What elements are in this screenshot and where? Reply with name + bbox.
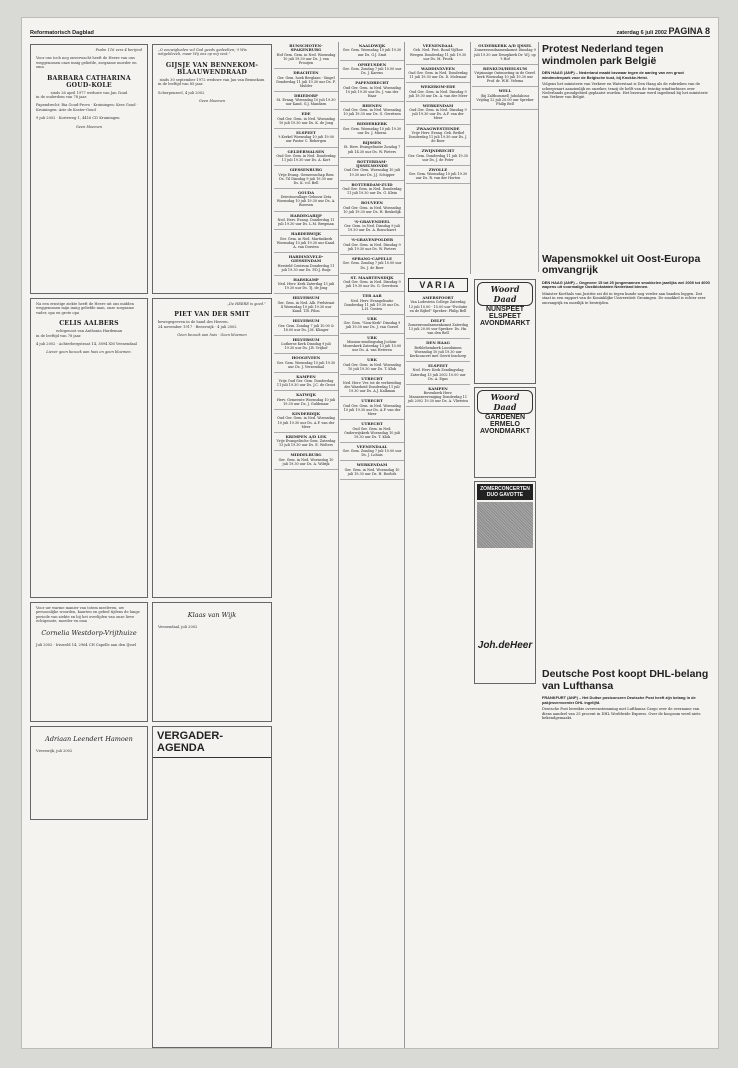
church-service-details: St. Herv. Evangelisatie Zondag 7 juli 14.30 uur Ds. W. Pieters: [343, 145, 401, 154]
joh-de-heer-logo: Joh.deHeer: [477, 640, 533, 651]
church-service-place: HARDINXVELD-GIESSENDAM: [288, 253, 324, 264]
church-service-details: Ned. Herv. Evang. Donderdag 11 juli 19.30 uur Ds. L.M. Bregman: [277, 217, 335, 227]
church-service-details: Zomeravondsamenkomst Dinsdag 9 juli 19.30 uur Deurpkerk Dr. W.J. op 't Hof: [474, 48, 536, 61]
ad-elspeet-title: ELSPEET: [489, 313, 521, 320]
church-service-entry: [274, 230, 338, 253]
church-service-entry: [340, 139, 404, 158]
church-service-place: ROTTERDAM-IJSSELMONDE: [356, 158, 388, 169]
notice-intro: Na een ernstige ziekte heeft de Heere uit ons midden weggenomen mijn innig geliefde man, onze zorgzame vader, opa en grote opa: [36, 302, 135, 315]
agenda-title: VERGADER-AGENDA: [153, 727, 271, 758]
church-service-entry: [340, 255, 404, 274]
church-service-details: Lutherse Kerk Dinsdag 9 juli 19.30 uur Ds. J.B. Vrijhof: [281, 342, 331, 351]
church-service-place: HILVERSUM: [292, 295, 320, 301]
article-2-body: Minister Korthals van Justitie zei dit in tegen kunde nog verder aan banden leggen. Dat staat in een rapport van de Koninklijke Universiteit Groningen. De smokkel is echter zeer omvangrijk en moeilijk te bestrijden.: [542, 292, 706, 305]
notice-dates: 24 november 1917 · Beesswijk · 4 juli 2002: [158, 324, 237, 329]
varia-item-entry: [406, 317, 470, 340]
notice-motto: Psalm 116 vers 4 berijmd: [95, 48, 142, 52]
church-service-place: WERKENDAM: [422, 102, 454, 108]
notice-family: Papendrecht: Ria Goud-Provo · Kruiningen: Kees Goud · Kruiningen: Arie de Koster-Goud: [36, 103, 138, 112]
ad-nunspeet: [474, 279, 536, 384]
article-2-title: Wapensmokkel uit Oost-Europa omvangrijk: [542, 252, 701, 277]
church-service-entry: [274, 166, 338, 189]
church-service-details: Ger. Gem. Woensdag 10 juli 19.30 uur Ds. G.J. Smit: [342, 48, 402, 57]
church-service-details: Ger. Gem. Woensdag 10 juli 19.30 uur Ds. J. Mieras: [342, 126, 402, 135]
church-service-details: Oud Ger. Gem. in Ned. Onderwijskerk Woensdag 10 juli 19.30 uur Ds. T. Klok: [344, 426, 400, 439]
church-service-place: ELSPEET: [296, 129, 316, 135]
church-service-place: OPHEUSDEN: [357, 61, 387, 67]
deceased-name: GIJSJE VAN BENNEKOM-BLAAUWENDRAAD: [165, 61, 259, 76]
church-service-place: HOOGEVEEN: [291, 355, 321, 361]
church-service-entry: [274, 391, 338, 410]
church-service-details: Ger. Gem. in Ned. Martinikerk Woensdag 10 juli 19.30 uur Kand. A. van Dorsten: [276, 236, 336, 249]
church-service-details: Ger. Gem. Zondag 7 juli 10.00 uur Ds. J. Lohuis: [342, 449, 402, 458]
church-service-details: Ned. Herv. Evangelisatie Donderdag 11 juli 19.30 uur Ds. L.H. Oosten: [344, 298, 400, 311]
notice-westdorp: [30, 602, 148, 722]
notice-van-wijk: [152, 602, 272, 722]
notice-closing: Geen bloemen: [198, 99, 226, 104]
church-service-place: 'S-GRAVENDEEL: [354, 218, 390, 224]
varia-item-place: ELSPEET: [428, 363, 448, 369]
church-service-entry: [274, 129, 338, 148]
article-3-title: Deutsche Post koopt DHL-belang van Lufthansa: [542, 668, 709, 692]
church-service-details: Oud Ger. Gem. in Ned. Woensdag 10 juli 19.30 uur Ds. K. de Jong: [277, 116, 335, 125]
church-column-2: [340, 42, 405, 1048]
article-2-lead: DEN HAAG (ANP) – Ongeveer 15 tot 25 jongemannen smokkelen jaarlijks wel 2000 tot 4000 wapens uit voormalige Oostblokstaten Nederland binnen.: [542, 279, 710, 290]
church-service-details: Vrije Evangelische Gem. Zaterdag 13 juli 19.30 uur Ds. E. Wolters: [276, 439, 336, 448]
article-1-body: Volgens het ministerie van Verkeer en Waterstaat is Den Haag als de rubrieken van de scheepvaart aanzienlijk en onzeker, tenzij de helft van de twintig windturbines over Nederlands grondgebied geplaatst worden. Het bezwaar werd ingediend bij het ministerie van Verkeer van België.: [542, 82, 708, 100]
church-service-details: Driestoorallage Gebouw Zeta Woensdag 10 juli 19.30 uur Ds. A. Boersen: [276, 195, 336, 208]
church-service-details: Oud Ger. Gem. in Ned. Donderdag 11 juli 19.30 uur Ds. G. Klein: [342, 187, 402, 196]
notice-place: Juli 2002 · Irisweld 14, 2964 CH Capelle aan den IJssel: [36, 642, 137, 647]
varia-item-entry: [406, 294, 470, 317]
church-service-details: Oud Ger. Gem. in Ned. Woensdag 10 juli 19.30 uur Ds. A.F. van der Meer: [343, 403, 401, 417]
church-service-place: WERKENDAM: [356, 462, 388, 468]
ad-avondmarkt-title: AVONDMARKT: [479, 320, 531, 327]
church-service-place: RHENEN: [362, 102, 382, 108]
varia-item-details: Bovenkerk Herv. Mannenvereniging Donderdag 11 juli 2002 19.30 uur Ds. A. Vlietstra: [408, 391, 468, 404]
church-service-details: Ned. Herv. Ver. tot de verbreiding der Waarheid Donderdag 11 juli 19.30 uur Ds. A.J. Kalkman: [342, 381, 402, 394]
varia-title: VARIA: [408, 278, 468, 292]
church-service-entry: [340, 443, 404, 462]
woord-daad-logo: Woord Daad: [477, 390, 533, 414]
notice-closing: Liever geen bezoek aan huis en geen bloemen.: [46, 350, 132, 355]
church-service-place: UTRECHT: [361, 421, 383, 427]
church-service-entry: [340, 292, 404, 315]
church-service-place: HARDERWIJK: [290, 231, 322, 237]
church-service-entry: [274, 148, 338, 167]
church-service-details: Ger. Gem. Zondag 7 juli 10.00 uur Ds. J. Karens: [342, 67, 402, 76]
church-service-details: Oud Ger. Gem. in Ned. Dinsdag 9 juli 19.30 uur Ds. W. Pieters: [343, 242, 401, 251]
church-service-details: Geh. Ned. Prot. Bond Vijfhoe Weegen Donderdag 11 juli 19.30 uur Ds. M. Proek: [409, 48, 467, 61]
church-service-details: St. Evang. Woensdag 10 juli 19.30 uur Kand. G.J. Mandarn: [276, 98, 336, 107]
ad-ermelo-title: ERMELO: [490, 421, 520, 428]
church-service-details: Vrijzinnige Ontmoeting in de Geref. kerk Woensdag 10 juli 19.30 uur Prof. dr. W.H. Velema: [474, 71, 536, 84]
varia-item-place: AMERSFOORT: [422, 295, 454, 300]
church-service-place: MIDDELBURG: [290, 452, 322, 458]
church-service-entry: [340, 315, 404, 334]
church-service-place: ROUVEEN: [361, 200, 383, 206]
church-service-entry: [406, 65, 470, 84]
church-service-details: 't Kerkel Woensdag 10 juli 19.00 uur Pastor C. Rebergen: [278, 135, 334, 144]
article-1-lead: DEN HAAG (ANP) – Nederland maakt bezwaar tegen de aanleg van een groot windmolenpark voor de Belgische kust, bij Knokke-Heist.: [542, 70, 684, 80]
church-service-place: GELDERMALSEN: [287, 148, 325, 154]
church-service-entry: [340, 181, 404, 200]
church-service-place: ZWIJNDRECHT: [421, 148, 455, 154]
varia-item-details: Ned. Herv. Kerk Zendingsdag Zaterdag 13 juli 2002 10.00 uur Ds. A. Egas: [410, 368, 466, 381]
church-service-entry: [340, 42, 404, 61]
church-service-entry: [472, 87, 538, 110]
deceased-name: Adriaan Leendert Hamoen: [45, 735, 133, 743]
church-service-place: RIJSSEN: [362, 140, 382, 146]
church-service-place: ST. MAARTENSDIJK: [350, 274, 394, 280]
church-service-details: Ger. Gem. "Sion-Kerk" Dinsdag 9 juli 19.30 uur Ds. J. van Gorsel: [343, 321, 401, 330]
notice-since: sinds 26 april 1977 weduwe van Jan Goud: [50, 90, 128, 95]
vergader-agenda: [152, 726, 272, 1048]
church-service-place: NAALDWIJK: [358, 43, 386, 48]
church-service-place: HARDEGARIJP: [290, 212, 322, 218]
church-service-place: PAPENDRECHT: [355, 80, 389, 86]
church-column-3: [406, 42, 471, 274]
church-service-entry: [406, 102, 470, 125]
church-service-place: DRIEDORP: [294, 92, 318, 98]
article-3-body: Deutsche Post bereikte overeenstemming met Lufthansa Cargo over de overname van diens aandeel van 25 procent in DHL Worldwide Express. Over de koopsom werd niets bekendgemaakt.: [542, 707, 701, 721]
deceased-name: BARBARA CATHARINA GOUD-KOLE: [47, 74, 131, 89]
varia-item-place: DEN HAAG: [426, 340, 450, 346]
notice-closing: Geen bezoek aan huis · Geen bloemen: [177, 333, 247, 338]
notice-since: echtgenoot van Anthonia Hardeman: [55, 329, 123, 334]
church-service-details: Ger. Gem. in Ned. Alb. Prelstraat 4 Woensdag 10 juli 19.30 uur Kand. T.B. Pilon: [277, 300, 335, 313]
church-service-place: URK: [367, 315, 377, 321]
church-service-entry: [406, 83, 470, 102]
church-service-entry: [340, 334, 404, 357]
notice-since: bewegegeeven in de hand des Heeren.: [158, 320, 229, 325]
ad-nunspeet-title: NUNSPEET: [485, 306, 525, 313]
church-service-place: URK: [367, 334, 377, 340]
church-service-place: WADDINXVEEN: [421, 65, 455, 71]
varia-item-place: KAMPEN: [428, 385, 448, 391]
church-service-details: Oud Ger. Gem. Woensdag 10 juli 19.30 uur Ds. J.J. Schipper: [344, 168, 400, 177]
church-service-entry: [274, 110, 338, 129]
church-service-place: KATWIJK: [296, 392, 316, 398]
church-service-place: ROTTERDAM-ZUID: [351, 181, 393, 187]
church-service-entry: [340, 274, 404, 293]
church-service-details: Vrije Evang. Gemeenschap Rem Ds. Til Dinsdag 9 juli 19.30 uur Ds. K. v.d. Bell: [278, 172, 334, 185]
church-service-entry: [340, 120, 404, 139]
church-service-details: Vrije Oud Ger. Gem. Donderdag 11 juli 19.30 uur Ds. J.C. de Groot: [276, 379, 336, 388]
varia-item-entry: [406, 362, 470, 385]
church-service-entry: [340, 158, 404, 181]
church-service-place: HILVERSUM: [292, 336, 320, 342]
article-3-lead: FRANKFURT (ANP) – Het Duitse postconcern Deutsche Post heeft zijn belang in de pakjesvervoerder DHL ingelijfd.: [542, 695, 696, 705]
church-column-4: [472, 42, 539, 272]
varia-item-details: Bethlehemkerk Loosduinen Woensdag 10 juli 19.30 uur Kerkconcert met Gerrit Inscherp: [409, 345, 467, 358]
promo-ads: [472, 276, 538, 687]
church-service-entry: [340, 102, 404, 121]
church-service-details: Oud Ger. Gem. in Ned. Woensdag 10 juli 19.30 uur Ds. T. Klok: [343, 362, 401, 371]
notice-intro: Voor uw warme manier van totem meeleven, uw persoonlijke woorden, kaarten en gebed tijdens de lange periode van ziekte en bij het overlijden van onze lieve echtgenote, moeder en oma: [36, 606, 140, 624]
notice-age: in de leeftijd van 85 jaar.: [158, 82, 204, 87]
church-service-entry: [472, 42, 538, 65]
church-service-details: Oud Ger. Gem. in Ned. Dinsdag 9 juli 19.30 uur Ds. A. van der Meer: [408, 89, 468, 98]
church-service-entry: [274, 354, 338, 373]
zomerconcerten-title: ZOMERCONCERTEN DUO GAVOTTE: [477, 484, 533, 500]
church-service-entry: [406, 125, 470, 148]
church-service-place: DRACHTEN: [293, 70, 319, 76]
notice-van-der-smit: [152, 298, 272, 598]
church-service-details: Oud Ger. Gem. in Ned. Donderdag 11 juli 19.30 uur Ds. A. Kort: [276, 153, 336, 163]
notice-since: sinds 30 september 1972 weduwe van Jan van Bennekom: [159, 77, 265, 82]
deceased-name: Cornelia Westdorp-Vrijthuize: [41, 628, 137, 637]
article-1-title: Protest Nederland tegen windmolen park België: [542, 43, 664, 67]
varia-item-entry: [406, 339, 470, 362]
church-service-entry: [274, 42, 338, 69]
church-service-details: Oud Ger. Gem. in Ned. Dinsdag 9 juli 19.30 uur Ds. A.F. van der Meer: [409, 108, 467, 121]
varia-section: [406, 276, 470, 407]
church-service-entry: [274, 433, 338, 452]
church-service-place: HILVERSUM: [292, 318, 320, 324]
ad-avondmarkt-title: AVONDMARKT: [479, 428, 531, 435]
church-service-details: Ger. Gem. in Ned. Dinsdag 9 juli 19.30 uur Ds. A. Bosschaert: [344, 224, 400, 233]
notice-place: Veenendaal, juli 2002: [158, 625, 198, 629]
notice-closing: Geen bloemen: [75, 124, 103, 129]
church-service-details: Oud Ger. Gem. in Ned. Donderdag 11 juli 19.30 uur Ds. D. Molenaar: [408, 71, 468, 80]
notice-place: 9 juli 2002 · Korteweg 1, 4416 CD Kruiningen: [36, 116, 120, 121]
church-service-place: RIDDERKERK: [356, 121, 388, 127]
church-service-entry: [274, 92, 338, 111]
page-date: zaterdag 6 juli 2002 PAGINA 8: [616, 26, 710, 36]
church-service-entry: [406, 42, 470, 65]
church-column-1: [274, 42, 339, 1048]
church-service-details: Oud Ger. Gem. in Ned. Dinsdag 9 juli 19.30 uur Ds. G. Gerritsen: [343, 280, 401, 289]
church-service-place: TER AAR: [362, 293, 382, 299]
church-service-entry: [406, 147, 470, 166]
notice-aalbers: [30, 298, 148, 598]
church-service-details: Hersteld Centrum Donderdag 11 juli 19.30 uur Ds. P.D.J. Buijs: [277, 263, 335, 272]
page-number: PAGINA 8: [668, 26, 710, 36]
church-service-details: Oud Ger. Gem. in Ned. Woensdag 10 juli 19.30 uur Ds. H. Beukelijk: [343, 205, 401, 214]
church-service-details: Mission-zendingsdag Jochim-Mozeskerk Zaterdag 13 juli 10.00 uur Ds. A. van Heteren: [342, 339, 402, 353]
church-service-entry: [274, 276, 338, 295]
newspaper-page: [22, 18, 718, 1048]
varia-item-place: DELFT: [430, 317, 446, 323]
church-service-entry: [340, 461, 404, 480]
church-service-place: SPRANG-CAPELLE: [351, 256, 392, 262]
church-service-place: EDE: [301, 111, 311, 117]
notice-motto: „De HEERE is goed.”: [227, 302, 266, 306]
notice-bennekom: [152, 44, 272, 294]
church-service-place: 'S-GRAVENPOLDER: [350, 237, 394, 243]
ad-gardenen-title: GARDENEN: [484, 414, 526, 421]
church-service-place: RENKUM/HEELSUM: [483, 65, 527, 71]
church-service-entry: [340, 356, 404, 375]
church-service-details: Ger. Gem. Woensdag 10 juli 19.30 uur Ds. R. van der Horten: [408, 172, 468, 181]
notice-place: Vreeswijk, juli 2002: [36, 749, 73, 753]
varia-item-details: Van Lodestein College Zaterdag 13 juli 10.00 - 15.00 uur "Evolutie en de Bijbel" Spreker: Philip Bell: [408, 300, 468, 313]
church-service-details: Oud Ger. Gem. in Ned. Woensdag 10 juli 19.30 uur Ds. A.F. van der Meer: [277, 416, 335, 429]
church-service-place: ZWAAGWESTEINDE: [416, 125, 460, 131]
church-service-entry: [274, 336, 338, 355]
notice-intro: Voor ons toch nog onverwacht heeft de Heere van ons weggenomen onze innig geliefde, zorgzame moeder en oma: [36, 56, 137, 70]
church-service-details: Ger. Gem. Zondag 7 juli 10.00 uur Ds. J. de Boer: [342, 261, 402, 270]
church-service-place: UTRECHT: [361, 375, 383, 381]
church-service-details: Herv. Gemeente Woensdag 10 juli 19.30 uur Ds. J. Guldenaar: [276, 397, 336, 406]
church-service-place: KINDERDIJK: [291, 411, 321, 417]
notice-motto: „O eeuwigheden vol God geeds gedeelten; 't Wis witgebleveli, maar Wij ons op mij vest.”: [158, 48, 247, 57]
church-service-details: (bij Zaltbommel) Jubolahous Vrijdag 12 juli 20.00 uur Spreker Philip Bell: [476, 93, 534, 106]
church-service-place: GOUDA: [297, 189, 315, 195]
church-service-entry: [274, 373, 338, 392]
duo-photo: [477, 502, 533, 548]
church-service-entry: [340, 375, 404, 398]
church-service-place: WEKEROM-EDE: [420, 84, 456, 90]
church-service-place: BUNSCHOTEN-SPAKENBURG: [289, 43, 323, 53]
church-service-details: Ger. Gem. Zondag 7 juli 10.00 & 18.00 uur Ds. J.M. Klinger: [278, 323, 334, 332]
church-service-place: OUDERKERK A/D IJSSEL: [478, 43, 532, 48]
church-service-place: HARSKAMP: [293, 276, 319, 282]
church-service-details: Oud Ger. Gem. in Ned. Woensdag 10 juli 19.30 uur Ds. G. Gerritsen: [343, 108, 401, 117]
notice-place: Scherpenzeel, 4 juli 2002: [158, 90, 205, 95]
deceased-name: PIET VAN DER SMIT: [174, 311, 250, 319]
church-service-entry: [340, 420, 404, 443]
church-service-place: UTRECHT: [361, 398, 383, 404]
notice-goud-kole: [30, 44, 148, 294]
page-header: [30, 24, 710, 37]
church-service-entry: [406, 166, 470, 185]
church-service-place: KAMPEN: [296, 373, 316, 379]
church-service-entry: [340, 397, 404, 420]
church-service-entry: [340, 61, 404, 80]
church-service-place: URK: [367, 357, 377, 363]
varia-item-entry: [406, 385, 470, 408]
church-service-entry: [274, 451, 338, 470]
ad-gardenen: [474, 387, 536, 478]
notice-age: in de leeftijd van 78 jaar.: [36, 333, 82, 338]
deceased-name: Klaas van Wijk: [187, 611, 237, 619]
church-service-entry: [472, 65, 538, 88]
church-service-place: ZWOLLE: [428, 166, 448, 172]
church-service-details: Ger. Gem. in Ned. Woensdag 10 juli 19.30 uur Ds. H. Roelofs: [344, 467, 400, 476]
church-service-details: Ned. Herv. Kerk Zaterdag 13 juli 19.30 uur Ds. Tj. de Jong: [277, 282, 335, 291]
notice-age: in de ouderdom van 78 jaar.: [36, 95, 88, 100]
notice-place: 4 juli 2002 · Achterbergstraat 14, 3894 XM Veenendaal: [36, 342, 137, 347]
woord-daad-logo: Woord Daad: [477, 282, 533, 306]
church-service-details: Ger. Gem. Woensdag 10 juli 19.30 uur Ds. J. Verzendaal: [276, 360, 336, 369]
church-service-details: Vrije Herv. Evang. Geb. Bethel Donderdag 11 juli 19.30 uur Ds. J. de Boer: [408, 130, 468, 144]
church-service-entry: [340, 199, 404, 218]
church-service-details: Ger. Gem. hoek Berglaan - Singel Donderdag 11 juli 19.30 uur Ds. F. Mulder: [276, 75, 336, 88]
church-service-place: VEENENDAAL: [356, 443, 388, 449]
church-service-entry: [340, 218, 404, 237]
ad-zomerconcerten: [474, 481, 536, 684]
church-service-entry: [274, 410, 338, 433]
church-service-place: WELL: [498, 88, 512, 94]
church-service-details: Ger. Gem. Donderdag 11 juli 19.30 uur Ds. J. de Poter: [408, 153, 468, 162]
church-service-place: KRIMPEN A/D LEK: [285, 433, 327, 439]
news-column: [542, 42, 710, 1048]
deceased-name: CELIS AALBERS: [59, 320, 119, 328]
church-service-entry: [274, 189, 338, 212]
notice-hamoen: [30, 726, 148, 820]
church-service-place: VEENENDAAL: [422, 43, 454, 48]
church-service-entry: [274, 69, 338, 92]
church-service-entry: [340, 79, 404, 102]
church-service-entry: [274, 212, 338, 231]
church-service-details: Hof Gem. Gem. in Ned. Woensdag 10 juli 19.30 uur Ds. J. van Prooijen: [276, 52, 336, 65]
church-service-details: Ger. Gem. in Ned. Woensdag 10 juli 19.30 uur Ds. A. Wilrijk: [278, 457, 334, 466]
paper-name: Reformatorisch Dagblad: [30, 30, 94, 36]
church-service-details: Oud Ger. Gem. in Ned. Woensdag 10 juli 19.30 uur Ds. J. van der Haar: [343, 85, 401, 98]
varia-item-details: Zomeravondsamenkomst Zaterdag 13 juli 20.00 uur Spreker: Ds. Hn. van den Bell: [408, 323, 468, 336]
church-service-place: GIESSENBURG: [289, 167, 323, 173]
church-service-entry: [274, 317, 338, 336]
church-service-entry: [340, 236, 404, 255]
church-service-entry: [274, 253, 338, 276]
church-service-entry: [274, 294, 338, 317]
